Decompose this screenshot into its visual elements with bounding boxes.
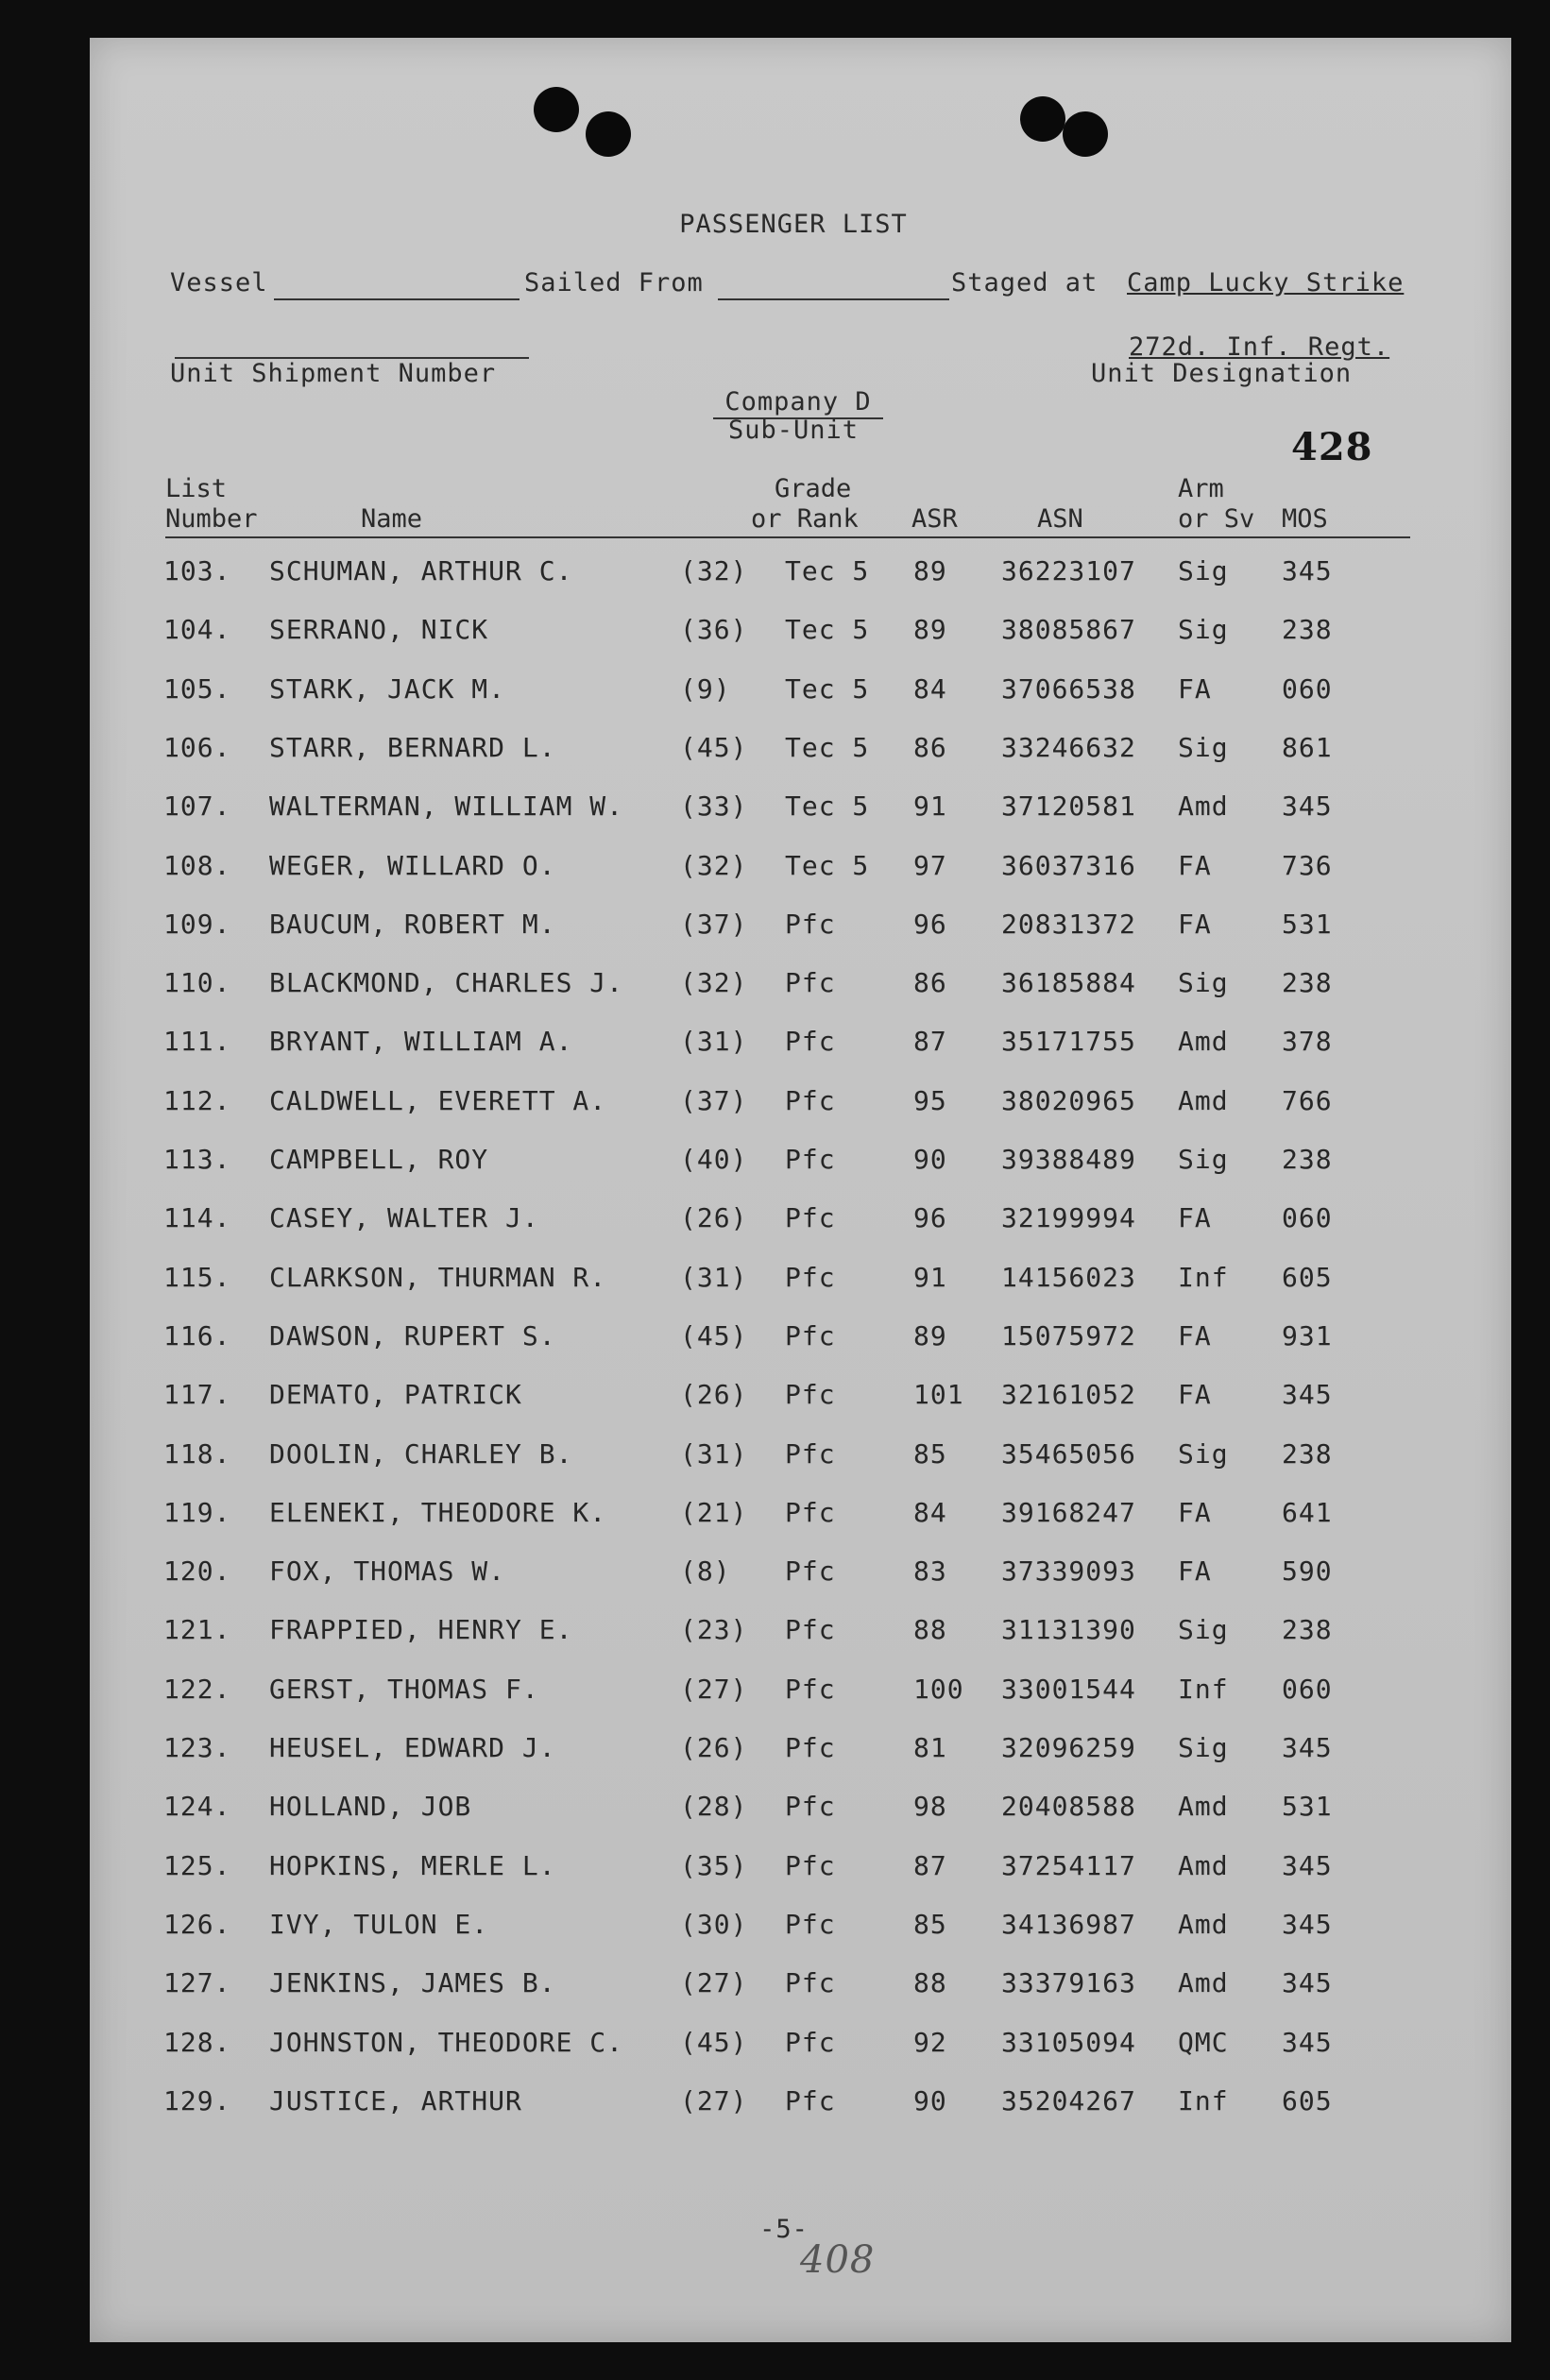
- row-name: SCHUMAN, ARTHUR C.: [269, 555, 573, 586]
- row-grade: Tec 5: [785, 790, 870, 823]
- punch-hole-2: [586, 111, 631, 157]
- row-name: STARK, JACK M.: [269, 672, 506, 705]
- table-row: [90, 1497, 1511, 1535]
- table-row: [90, 909, 1511, 946]
- row-asn: 39168247: [1001, 1496, 1136, 1528]
- row-grade: Pfc: [785, 908, 836, 940]
- table-row: [90, 1850, 1511, 1888]
- row-asr: 91: [913, 790, 947, 823]
- unit-designation-value: 272d. Inf. Regt.: [1129, 332, 1390, 362]
- row-name: JUSTICE, ARTHUR: [269, 2084, 522, 2116]
- row-asr: 96: [913, 1202, 947, 1234]
- row-age: (26): [680, 1202, 748, 1234]
- row-asr: 97: [913, 849, 947, 881]
- row-mos: 605: [1282, 1261, 1333, 1293]
- row-grade: Tec 5: [785, 555, 870, 586]
- row-grade: Pfc: [785, 1261, 836, 1293]
- row-arm: Amd: [1178, 1026, 1229, 1058]
- staged-at-label: Staged at: [951, 268, 1099, 298]
- row-arm: Inf: [1178, 1261, 1229, 1293]
- table-row: [90, 1791, 1511, 1828]
- document-title: PASSENGER LIST: [679, 210, 908, 239]
- row-name: STARR, BERNARD L.: [269, 731, 556, 763]
- table-row: [90, 1438, 1511, 1476]
- row-grade: Pfc: [785, 1437, 836, 1470]
- row-arm: Inf: [1178, 2084, 1229, 2116]
- row-asn: 34136987: [1001, 1908, 1136, 1940]
- row-asn: 35204267: [1001, 2084, 1136, 2116]
- document-page: [90, 38, 1511, 2342]
- header-rule: [165, 536, 1410, 538]
- row-age: (8): [680, 1556, 731, 1588]
- row-asn: 35465056: [1001, 1437, 1136, 1470]
- row-mos: 238: [1282, 967, 1333, 999]
- row-asn: 37066538: [1001, 672, 1136, 705]
- row-list-number: 118.: [163, 1437, 231, 1470]
- row-mos: 238: [1282, 1144, 1333, 1175]
- row-grade: Tec 5: [785, 731, 870, 763]
- row-asr: 87: [913, 1026, 947, 1058]
- row-name: BLACKMOND, CHARLES J.: [269, 967, 624, 999]
- row-grade: Pfc: [785, 1732, 836, 1763]
- unit-designation-label: Unit Designation: [1091, 359, 1353, 388]
- row-age: (27): [680, 2084, 748, 2116]
- row-age: (31): [680, 1437, 748, 1470]
- row-grade: Tec 5: [785, 672, 870, 705]
- row-arm: Inf: [1178, 1673, 1229, 1705]
- header-mos: MOS: [1282, 504, 1328, 534]
- row-asn: 37254117: [1001, 1849, 1136, 1881]
- row-mos: 238: [1282, 1437, 1333, 1470]
- row-age: (36): [680, 614, 748, 646]
- row-list-number: 111.: [163, 1026, 231, 1058]
- row-list-number: 120.: [163, 1556, 231, 1588]
- table-row: [90, 1202, 1511, 1240]
- staged-at-value: Camp Lucky Strike: [1127, 268, 1405, 298]
- row-name: IVY, TULON E.: [269, 1908, 489, 1940]
- table-row: [90, 1674, 1511, 1711]
- row-list-number: 119.: [163, 1496, 231, 1528]
- row-arm: Sig: [1178, 1732, 1229, 1763]
- row-name: HOLLAND, JOB: [269, 1791, 472, 1823]
- row-asn: 37339093: [1001, 1556, 1136, 1588]
- punch-hole-1: [534, 87, 579, 132]
- row-grade: Pfc: [785, 1556, 836, 1588]
- row-list-number: 112.: [163, 1084, 231, 1116]
- row-grade: Tec 5: [785, 849, 870, 881]
- row-list-number: 123.: [163, 1732, 231, 1763]
- row-asr: 84: [913, 1496, 947, 1528]
- row-arm: Amd: [1178, 1908, 1229, 1940]
- table-row: [90, 1379, 1511, 1417]
- header-number: Number: [165, 504, 258, 534]
- row-age: (45): [680, 2026, 748, 2058]
- row-age: (33): [680, 790, 748, 823]
- row-arm: Amd: [1178, 1849, 1229, 1881]
- row-asr: 85: [913, 1437, 947, 1470]
- row-name: FOX, THOMAS W.: [269, 1556, 506, 1588]
- row-mos: 345: [1282, 1908, 1333, 1940]
- row-age: (32): [680, 849, 748, 881]
- row-asr: 85: [913, 1908, 947, 1940]
- header-arm-line1: Arm: [1178, 474, 1224, 503]
- row-asr: 98: [913, 1791, 947, 1823]
- row-asn: 33246632: [1001, 731, 1136, 763]
- row-asr: 95: [913, 1084, 947, 1116]
- row-mos: 641: [1282, 1496, 1333, 1528]
- row-age: (26): [680, 1379, 748, 1411]
- row-mos: 060: [1282, 672, 1333, 705]
- row-grade: Pfc: [785, 2084, 836, 2116]
- row-age: (27): [680, 1967, 748, 1999]
- sub-unit-value: Company D: [724, 387, 872, 416]
- handwritten-page-number: 408: [800, 2238, 876, 2282]
- row-name: JOHNSTON, THEODORE C.: [269, 2026, 624, 2058]
- row-arm: FA: [1178, 1202, 1212, 1234]
- row-name: SERRANO, NICK: [269, 614, 489, 646]
- row-grade: Pfc: [785, 1614, 836, 1646]
- row-mos: 060: [1282, 1202, 1333, 1234]
- row-asr: 81: [913, 1732, 947, 1763]
- row-list-number: 105.: [163, 672, 231, 705]
- row-grade: Pfc: [785, 1791, 836, 1823]
- row-mos: 345: [1282, 1967, 1333, 1999]
- row-arm: FA: [1178, 672, 1212, 705]
- row-mos: 590: [1282, 1556, 1333, 1588]
- row-list-number: 129.: [163, 2084, 231, 2116]
- row-mos: 345: [1282, 790, 1333, 823]
- row-mos: 531: [1282, 908, 1333, 940]
- row-age: (27): [680, 1673, 748, 1705]
- row-grade: Pfc: [785, 1084, 836, 1116]
- row-grade: Tec 5: [785, 614, 870, 646]
- punch-hole-3: [1020, 96, 1065, 142]
- row-arm: Sig: [1178, 731, 1229, 763]
- row-arm: Sig: [1178, 555, 1229, 586]
- row-list-number: 109.: [163, 908, 231, 940]
- row-age: (45): [680, 1319, 748, 1352]
- header-list-number: [165, 474, 258, 535]
- row-asn: 31131390: [1001, 1614, 1136, 1646]
- table-row: [90, 1909, 1511, 1946]
- row-arm: FA: [1178, 1379, 1212, 1411]
- row-arm: Sig: [1178, 1437, 1229, 1470]
- table-row: [90, 1085, 1511, 1123]
- table-row: [90, 850, 1511, 888]
- row-mos: 766: [1282, 1084, 1333, 1116]
- row-asn: 33379163: [1001, 1967, 1136, 1999]
- row-age: (31): [680, 1261, 748, 1293]
- row-asr: 89: [913, 614, 947, 646]
- row-arm: FA: [1178, 1496, 1212, 1528]
- row-list-number: 121.: [163, 1614, 231, 1646]
- row-arm: FA: [1178, 1556, 1212, 1588]
- row-name: GERST, THOMAS F.: [269, 1673, 539, 1705]
- table-row: [90, 1614, 1511, 1652]
- table-row: [90, 2027, 1511, 2065]
- row-mos: 378: [1282, 1026, 1333, 1058]
- header-grade-line1: Grade: [775, 474, 852, 503]
- row-asr: 84: [913, 672, 947, 705]
- row-name: HOPKINS, MERLE L.: [269, 1849, 556, 1881]
- row-age: (31): [680, 1026, 748, 1058]
- table-row: [90, 555, 1511, 593]
- row-name: CLARKSON, THURMAN R.: [269, 1261, 607, 1293]
- row-asn: 36037316: [1001, 849, 1136, 881]
- row-age: (32): [680, 555, 748, 586]
- vessel-blank: [274, 298, 520, 300]
- row-asr: 100: [913, 1673, 964, 1705]
- row-list-number: 113.: [163, 1144, 231, 1175]
- header-grade: [751, 474, 859, 535]
- row-asr: 91: [913, 1261, 947, 1293]
- table-row: [90, 1732, 1511, 1770]
- row-list-number: 115.: [163, 1261, 231, 1293]
- table-row: [90, 790, 1511, 828]
- row-grade: Pfc: [785, 2026, 836, 2058]
- row-asn: 15075972: [1001, 1319, 1136, 1352]
- table-row: [90, 673, 1511, 711]
- row-arm: Amd: [1178, 790, 1229, 823]
- row-name: WEGER, WILLARD O.: [269, 849, 556, 881]
- row-asn: 39388489: [1001, 1144, 1136, 1175]
- row-asn: 20408588: [1001, 1791, 1136, 1823]
- row-list-number: 110.: [163, 967, 231, 999]
- table-row: [90, 1144, 1511, 1182]
- row-arm: Amd: [1178, 1084, 1229, 1116]
- row-name: ELENEKI, THEODORE K.: [269, 1496, 607, 1528]
- row-asn: 38020965: [1001, 1084, 1136, 1116]
- row-age: (45): [680, 731, 748, 763]
- row-arm: Amd: [1178, 1967, 1229, 1999]
- header-arm: [1178, 474, 1254, 535]
- row-list-number: 127.: [163, 1967, 231, 1999]
- row-grade: Pfc: [785, 1496, 836, 1528]
- row-mos: 345: [1282, 555, 1333, 586]
- row-asn: 32161052: [1001, 1379, 1136, 1411]
- header-list: List: [165, 474, 228, 503]
- row-name: BAUCUM, ROBERT M.: [269, 908, 556, 940]
- row-age: (32): [680, 967, 748, 999]
- row-asr: 88: [913, 1967, 947, 1999]
- row-asr: 96: [913, 908, 947, 940]
- row-arm: Sig: [1178, 1614, 1229, 1646]
- row-name: DEMATO, PATRICK: [269, 1379, 522, 1411]
- row-age: (21): [680, 1496, 748, 1528]
- row-asn: 33105094: [1001, 2026, 1136, 2058]
- table-row: [90, 1026, 1511, 1063]
- row-mos: 345: [1282, 1379, 1333, 1411]
- row-asr: 89: [913, 555, 947, 586]
- table-row: [90, 2085, 1511, 2123]
- header-arm-line2: or Sv: [1178, 504, 1255, 534]
- row-list-number: 107.: [163, 790, 231, 823]
- row-asr: 87: [913, 1849, 947, 1881]
- page-number: -5-: [759, 2215, 809, 2244]
- row-list-number: 116.: [163, 1319, 231, 1352]
- row-asn: 20831372: [1001, 908, 1136, 940]
- table-row: [90, 1556, 1511, 1593]
- row-list-number: 126.: [163, 1908, 231, 1940]
- unit-shipment-label: Unit Shipment Number: [170, 359, 497, 388]
- row-mos: 345: [1282, 2026, 1333, 2058]
- row-grade: Pfc: [785, 1202, 836, 1234]
- row-age: (35): [680, 1849, 748, 1881]
- row-arm: Sig: [1178, 614, 1229, 646]
- row-asn: 35171755: [1001, 1026, 1136, 1058]
- row-list-number: 122.: [163, 1673, 231, 1705]
- row-asn: 32199994: [1001, 1202, 1136, 1234]
- row-mos: 605: [1282, 2084, 1333, 2116]
- row-age: (30): [680, 1908, 748, 1940]
- row-grade: Pfc: [785, 1319, 836, 1352]
- row-list-number: 128.: [163, 2026, 231, 2058]
- row-arm: FA: [1178, 908, 1212, 940]
- row-arm: Amd: [1178, 1791, 1229, 1823]
- table-row: [90, 1262, 1511, 1300]
- row-mos: 060: [1282, 1673, 1333, 1705]
- row-name: DOOLIN, CHARLEY B.: [269, 1437, 573, 1470]
- row-list-number: 124.: [163, 1791, 231, 1823]
- punch-hole-4: [1063, 111, 1108, 157]
- row-mos: 736: [1282, 849, 1333, 881]
- row-name: HEUSEL, EDWARD J.: [269, 1732, 556, 1763]
- row-asr: 88: [913, 1614, 947, 1646]
- row-arm: Sig: [1178, 967, 1229, 999]
- row-mos: 931: [1282, 1319, 1333, 1352]
- row-grade: Pfc: [785, 1144, 836, 1175]
- row-name: JENKINS, JAMES B.: [269, 1967, 556, 1999]
- row-arm: Sig: [1178, 1144, 1229, 1175]
- row-mos: 531: [1282, 1791, 1333, 1823]
- table-row: [90, 967, 1511, 1005]
- row-list-number: 125.: [163, 1849, 231, 1881]
- row-name: FRAPPIED, HENRY E.: [269, 1614, 573, 1646]
- row-asr: 90: [913, 2084, 947, 2116]
- header-asr: ASR: [911, 504, 958, 534]
- row-asn: 38085867: [1001, 614, 1136, 646]
- row-name: CASEY, WALTER J.: [269, 1202, 539, 1234]
- row-age: (23): [680, 1614, 748, 1646]
- row-mos: 238: [1282, 614, 1333, 646]
- sailed-from-label: Sailed From: [524, 268, 704, 298]
- row-list-number: 114.: [163, 1202, 231, 1234]
- row-grade: Pfc: [785, 1908, 836, 1940]
- vessel-label: Vessel: [170, 268, 268, 298]
- row-name: CAMPBELL, ROY: [269, 1144, 489, 1175]
- row-name: BRYANT, WILLIAM A.: [269, 1026, 573, 1058]
- row-list-number: 104.: [163, 614, 231, 646]
- header-asn: ASN: [1037, 504, 1083, 534]
- header-grade-line2: or Rank: [751, 504, 859, 534]
- sailed-from-blank: [718, 298, 949, 300]
- row-mos: 345: [1282, 1732, 1333, 1763]
- row-grade: Pfc: [785, 1849, 836, 1881]
- row-asn: 36223107: [1001, 555, 1136, 586]
- row-asr: 86: [913, 967, 947, 999]
- table-row: [90, 732, 1511, 770]
- row-asn: 37120581: [1001, 790, 1136, 823]
- row-arm: FA: [1178, 1319, 1212, 1352]
- table-row: [90, 1320, 1511, 1358]
- row-mos: 345: [1282, 1849, 1333, 1881]
- row-age: (28): [680, 1791, 748, 1823]
- table-row: [90, 614, 1511, 652]
- row-age: (40): [680, 1144, 748, 1175]
- row-grade: Pfc: [785, 1379, 836, 1411]
- row-mos: 861: [1282, 731, 1333, 763]
- row-age: (37): [680, 908, 748, 940]
- row-grade: Pfc: [785, 1673, 836, 1705]
- row-grade: Pfc: [785, 1026, 836, 1058]
- row-asn: 33001544: [1001, 1673, 1136, 1705]
- row-name: CALDWELL, EVERETT A.: [269, 1084, 607, 1116]
- row-age: (9): [680, 672, 731, 705]
- row-asr: 90: [913, 1144, 947, 1175]
- row-asn: 36185884: [1001, 967, 1136, 999]
- row-asn: 32096259: [1001, 1732, 1136, 1763]
- row-asr: 83: [913, 1556, 947, 1588]
- row-asr: 89: [913, 1319, 947, 1352]
- row-grade: Pfc: [785, 1967, 836, 1999]
- row-age: (26): [680, 1732, 748, 1763]
- row-list-number: 108.: [163, 849, 231, 881]
- header-name: Name: [361, 504, 423, 534]
- row-grade: Pfc: [785, 967, 836, 999]
- row-name: WALTERMAN, WILLIAM W.: [269, 790, 624, 823]
- row-age: (37): [680, 1084, 748, 1116]
- page-stamp-number: 428: [1291, 425, 1373, 469]
- row-name: DAWSON, RUPERT S.: [269, 1319, 556, 1352]
- row-asn: 14156023: [1001, 1261, 1136, 1293]
- sub-unit-label: Sub-Unit: [727, 416, 860, 445]
- row-asr: 92: [913, 2026, 947, 2058]
- row-arm: QMC: [1178, 2026, 1229, 2058]
- row-list-number: 103.: [163, 555, 231, 586]
- row-asr: 101: [913, 1379, 964, 1411]
- row-arm: FA: [1178, 849, 1212, 881]
- row-list-number: 106.: [163, 731, 231, 763]
- table-row: [90, 1967, 1511, 2005]
- row-asr: 86: [913, 731, 947, 763]
- row-mos: 238: [1282, 1614, 1333, 1646]
- row-list-number: 117.: [163, 1379, 231, 1411]
